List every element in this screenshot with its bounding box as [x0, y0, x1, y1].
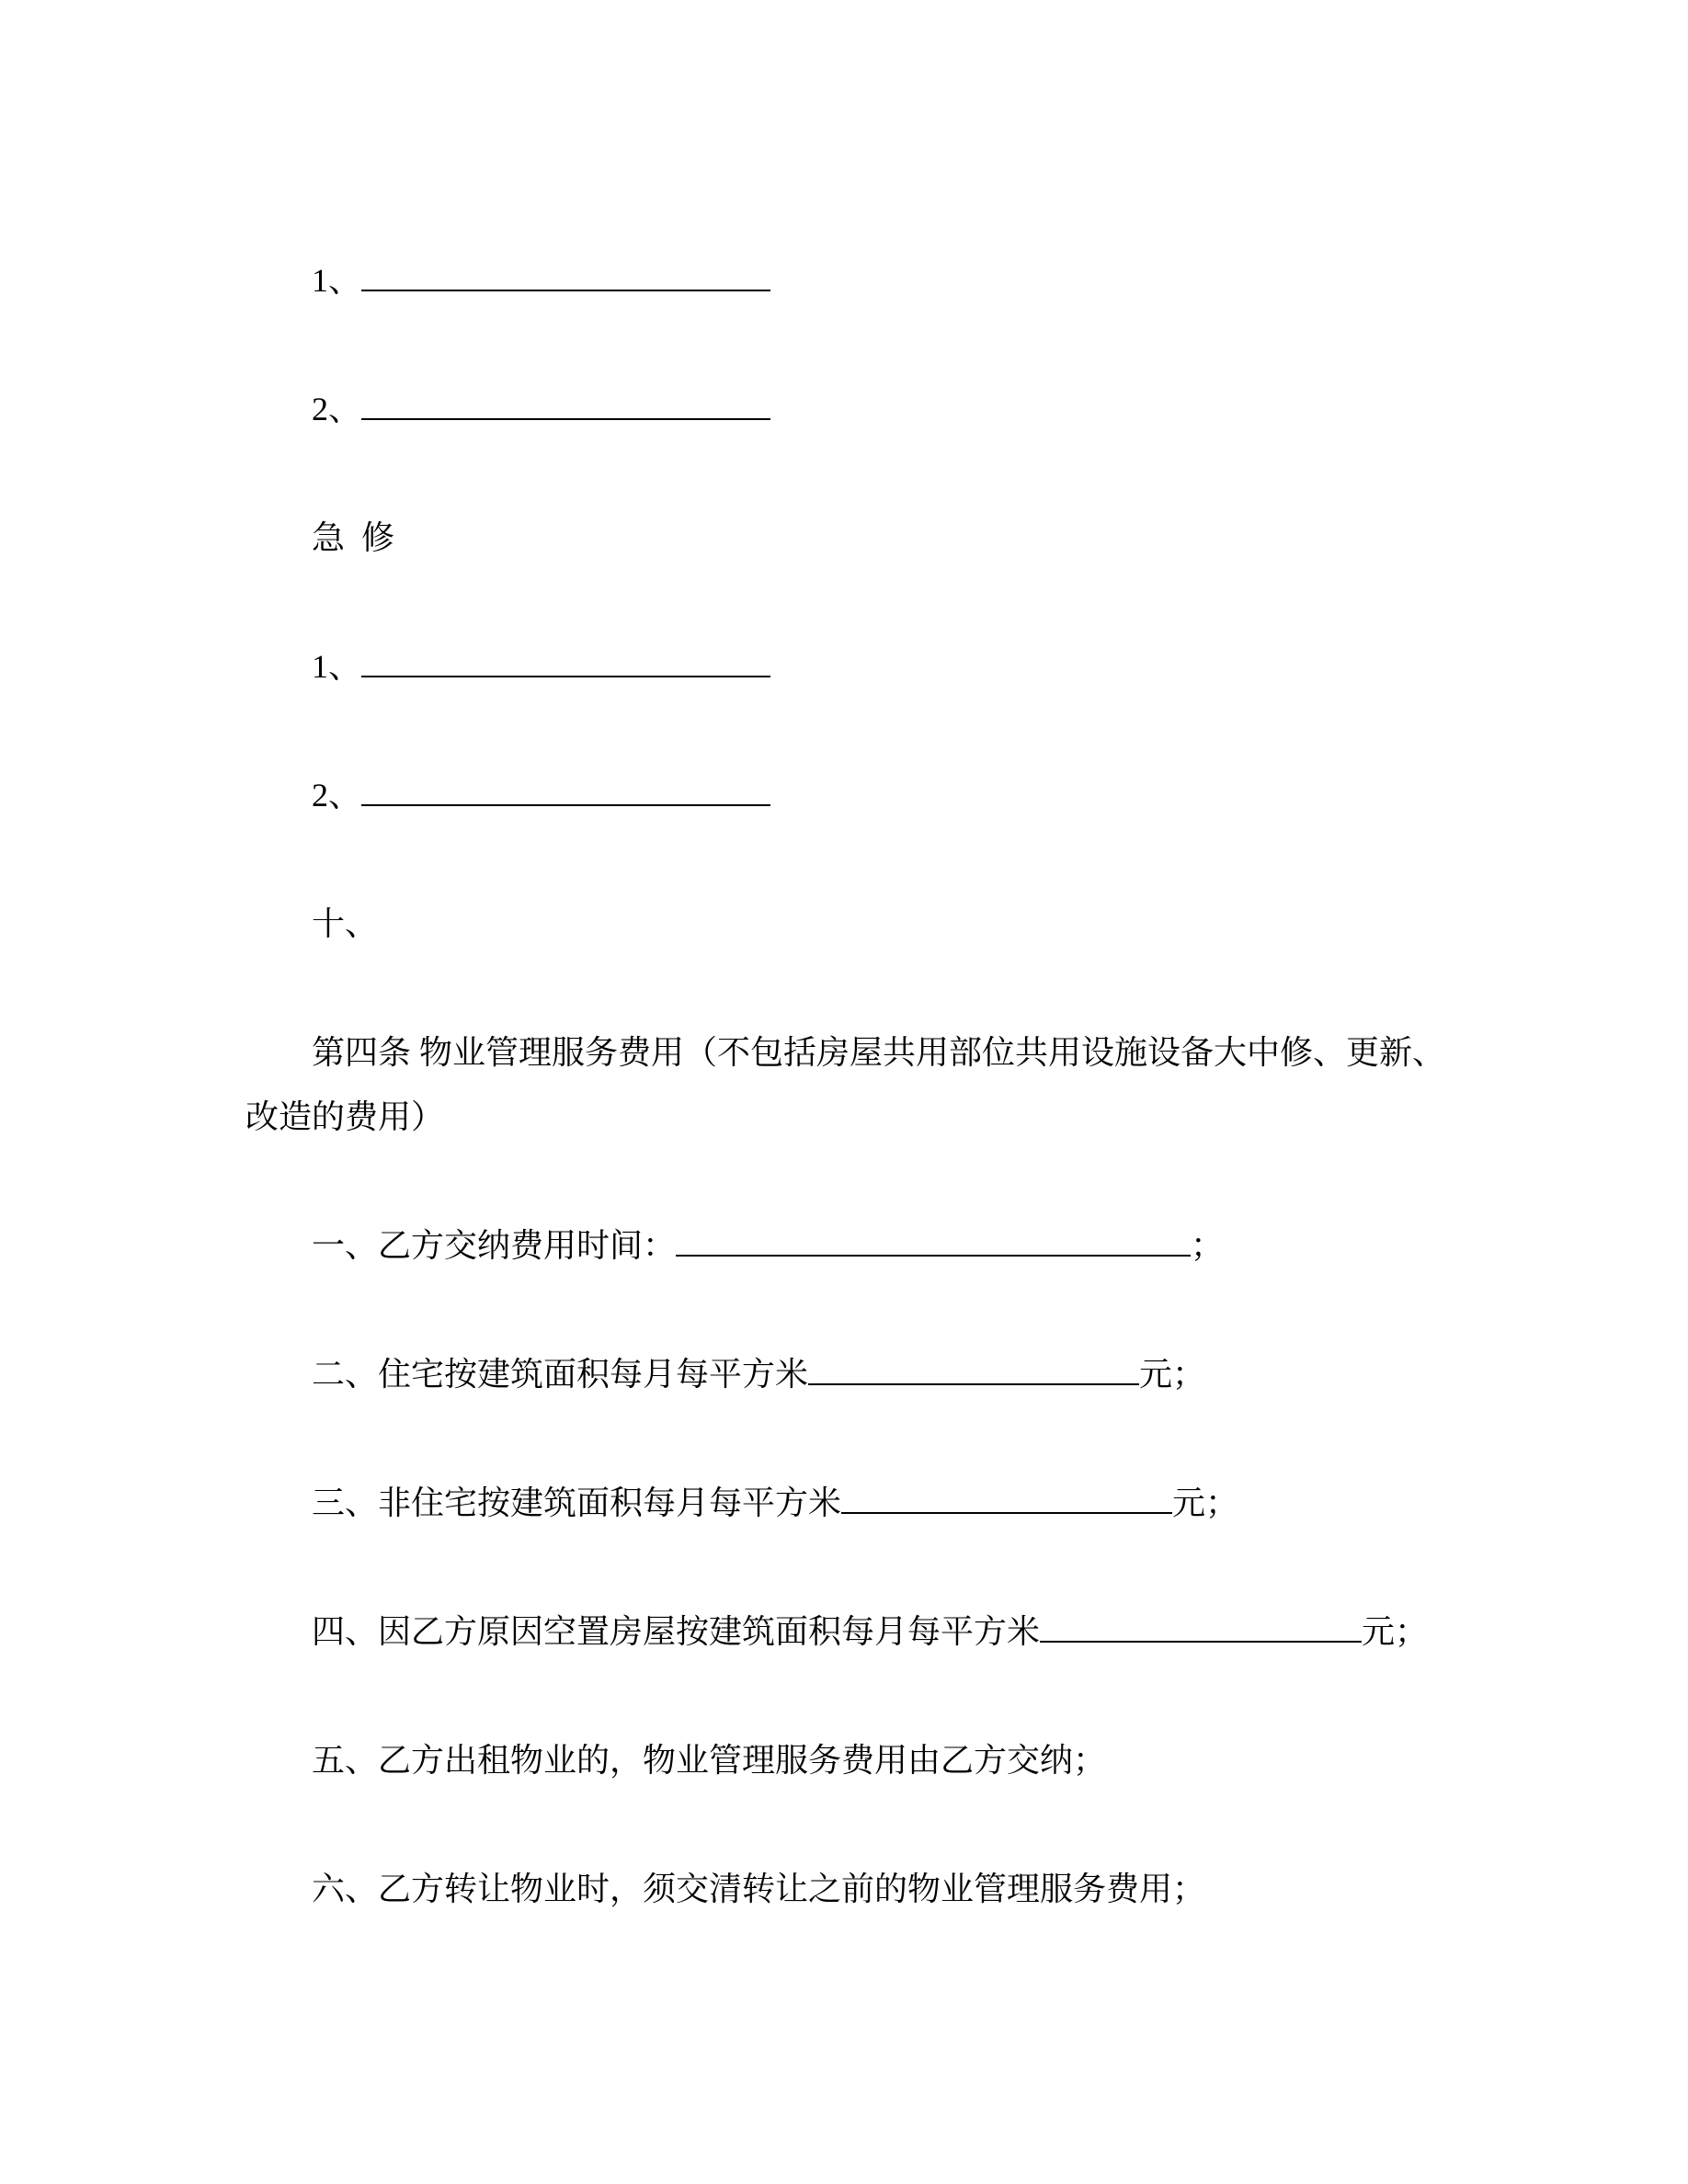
text-segment: 急 修: [312, 519, 395, 556]
paragraph: [245, 1342, 1459, 1406]
text-segment: 元；: [1139, 1356, 1206, 1393]
blank-fill-line[interactable]: [841, 1481, 1172, 1514]
paragraph: [245, 377, 1459, 441]
paragraph: [245, 1857, 1459, 1921]
blank-fill-line[interactable]: [361, 258, 770, 291]
paragraph: [245, 248, 1459, 313]
text-segment: 一、乙方交纳费用时间：: [312, 1227, 677, 1264]
paragraph: [245, 1020, 1459, 1149]
paragraph: [245, 1471, 1459, 1535]
blank-fill-line[interactable]: [361, 387, 770, 420]
text-segment: 1、: [312, 262, 362, 299]
blank-fill-line[interactable]: [808, 1352, 1139, 1385]
blank-fill-line[interactable]: [1040, 1610, 1362, 1643]
paragraph: [245, 506, 1459, 570]
text-segment: 十、: [312, 905, 379, 942]
text-segment: 四、因乙方原因空置房屋按建筑面积每月每平方米: [312, 1613, 1041, 1650]
text-segment: 1、: [312, 648, 362, 685]
paragraph: [245, 763, 1459, 827]
blank-fill-line[interactable]: [676, 1223, 1191, 1257]
blank-fill-line[interactable]: [361, 773, 770, 806]
text-segment: 元；: [1362, 1613, 1429, 1650]
text-segment: ；: [1191, 1227, 1225, 1264]
text-segment: 三、非住宅按建筑面积每月每平方米: [312, 1484, 842, 1521]
paragraph: [245, 1728, 1459, 1792]
paragraph: [245, 1599, 1459, 1664]
paragraph: [245, 634, 1459, 699]
blank-fill-line[interactable]: [361, 644, 770, 677]
document-body: [245, 248, 1459, 1985]
paragraph: [245, 1213, 1459, 1278]
text-segment: 五、乙方出租物业的，物业管理服务费用由乙方交纳；: [312, 1742, 1107, 1779]
text-segment: 第四条 物业管理服务费用（不包括房屋共用部位共用设施设备大中修、更新、改造的费用）: [245, 1034, 1446, 1135]
text-segment: 二、住宅按建筑面积每月每平方米: [312, 1356, 809, 1393]
text-segment: 六、乙方转让物业时，须交清转让之前的物业管理服务费用；: [312, 1871, 1206, 1907]
paragraph: [245, 892, 1459, 956]
text-segment: 2、: [312, 391, 362, 427]
text-segment: 元；: [1172, 1484, 1239, 1521]
text-segment: 2、: [312, 777, 362, 813]
